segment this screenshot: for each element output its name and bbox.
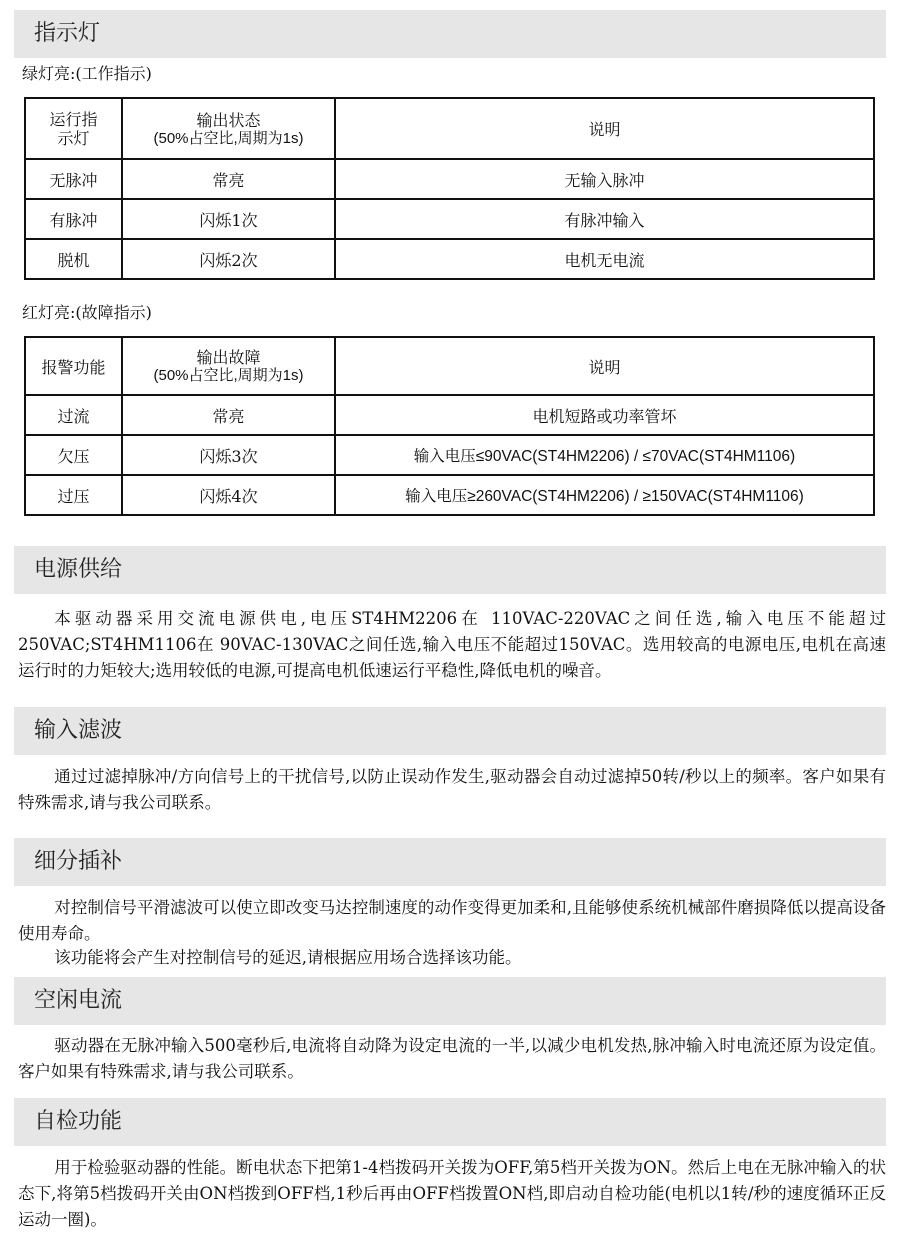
selftest-paragraph: 用于检验驱动器的性能。断电状态下把第1-4档拨码开关拨为OFF,第5档开关拨为ON。然后上电在无脉冲输入的状态下,将第5档拨码开关由ON档拨到OFF档,1秒后再由OFF档拨置ON档,即启动自检功能(电机以1转/秒的速度循环正反运动一圈)。 xyxy=(18,1158,886,1229)
table-cell: 常亮 xyxy=(122,159,335,199)
table-cell: 过流 xyxy=(25,395,122,435)
section-header-indicator: 指示灯 xyxy=(14,10,886,58)
header-cell: 报警功能 xyxy=(25,337,122,395)
table-cell: 闪烁2次 xyxy=(122,239,335,279)
green-light-label: 绿灯亮:(工作指示) xyxy=(22,64,152,83)
table-cell: 常亮 xyxy=(122,395,335,435)
header-cell: 说明 xyxy=(335,337,874,395)
table-cell: 闪烁4次 xyxy=(122,475,335,515)
table-header-row xyxy=(25,98,874,159)
red-light-table xyxy=(24,336,875,516)
table-cell: 欠压 xyxy=(25,435,122,475)
section-header-selftest: 自检功能 xyxy=(14,1098,886,1146)
table-cell: 有脉冲输入 xyxy=(335,199,874,239)
header-cell: 输出状态 (50%占空比,周期为1s) xyxy=(122,98,335,159)
section-header-idle: 空闲电流 xyxy=(14,977,886,1025)
table-cell: 电机短路或功率管坏 xyxy=(335,395,874,435)
table-row xyxy=(25,395,874,435)
interp-paragraph-1: 对控制信号平滑滤波可以使立即改变马达控制速度的动作变得更加柔和,且能够使系统机械部件磨损降低以提高设备使用寿命。 xyxy=(18,898,886,943)
table-row xyxy=(25,159,874,199)
table-cell: 输入电压≥260VAC(ST4HM2206) / ≥150VAC(ST4HM1106) xyxy=(335,475,874,515)
table-header-row xyxy=(25,337,874,395)
table-row xyxy=(25,239,874,279)
section-header-power: 电源供给 xyxy=(14,546,886,594)
section-header-interp: 细分插补 xyxy=(14,838,886,886)
header-cell: 说明 xyxy=(335,98,874,159)
red-light-label: 红灯亮:(故障指示) xyxy=(22,303,152,322)
power-paragraph: 本驱动器采用交流电源供电,电压ST4HM2206在 110VAC-220VAC之间任选,输入电压不能超过250VAC;ST4HM1106在 90VAC-130VAC之间任选,输入电压不能超过150VAC。选用较高的电源电压,电机在高速运行时的力矩较大;选用较低的电源,可提高电机低速运行平稳性,降低电机的噪音。 xyxy=(18,609,886,680)
table-cell: 闪烁1次 xyxy=(122,199,335,239)
table-cell: 输入电压≤90VAC(ST4HM2206) / ≤70VAC(ST4HM1106) xyxy=(335,435,874,475)
table-cell: 有脉冲 xyxy=(25,199,122,239)
table-cell: 脱机 xyxy=(25,239,122,279)
header-cell: 输出故障 (50%占空比,周期为1s) xyxy=(122,337,335,395)
section-header-filter: 输入滤波 xyxy=(14,707,886,755)
table-row xyxy=(25,435,874,475)
table-cell: 无脉冲 xyxy=(25,159,122,199)
table-cell: 电机无电流 xyxy=(335,239,874,279)
filter-paragraph: 通过过滤掉脉冲/方向信号上的干扰信号,以防止误动作发生,驱动器会自动过滤掉50转/秒以上的频率。客户如果有特殊需求,请与我公司联系。 xyxy=(18,767,886,812)
interp-paragraph-2: 该功能将会产生对控制信号的延迟,请根据应用场合选择该功能。 xyxy=(54,948,522,967)
idle-paragraph: 驱动器在无脉冲输入500毫秒后,电流将自动降为设定电流的一半,以减少电机发热,脉冲输入时电流还原为设定值。客户如果有特殊需求,请与我公司联系。 xyxy=(18,1036,886,1081)
table-row xyxy=(25,199,874,239)
table-row xyxy=(25,475,874,515)
table-cell: 无输入脉冲 xyxy=(335,159,874,199)
header-cell: 运行指示灯 xyxy=(25,98,122,159)
table-cell: 闪烁3次 xyxy=(122,435,335,475)
green-light-table xyxy=(24,97,875,280)
table-cell: 过压 xyxy=(25,475,122,515)
